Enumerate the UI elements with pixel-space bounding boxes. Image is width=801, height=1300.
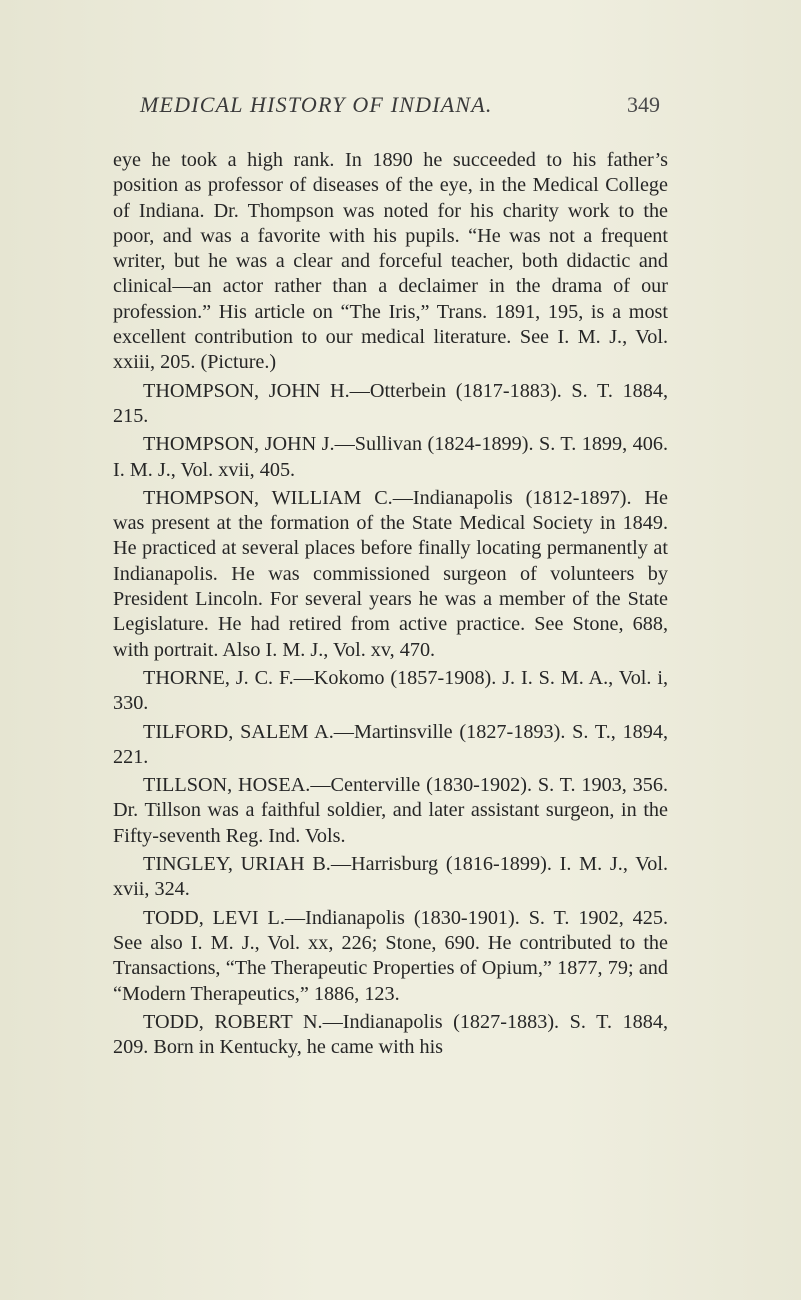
entry-todd-robert-n: TODD, ROBERT N.—Indianapolis (1827-1883). S. T. 1884, 209. Born in Kentucky, he came with his [113, 1010, 668, 1059]
entry-tilford-salem-a: TILFORD, SALEM A.—Martinsville (1827-1893). S. T., 1894, 221. [113, 720, 668, 768]
running-head [140, 92, 660, 122]
running-title: MEDICAL HISTORY OF INDIANA. [140, 92, 493, 117]
continued-paragraph: eye he took a high rank. In 1890 he succeeded to his father’s position as professor of diseases of the eye, in the Medical College of Indiana. Dr. Thompson was noted for his charity work to the poor, and was a favorite with his pupils. “He was not a frequent writer, but he was a clear and forceful teacher, both didactic and clinical—an actor rather than a declaimer in the drama of our profession.” His article on “The Iris,” Trans. 1891, 195, is a most excellent contribution to our medical literature. See I. M. J., Vol. xxiii, 205. (Picture.) [113, 149, 668, 374]
page-number: 349 [627, 92, 660, 117]
entry-tingley-uriah-b: TINGLEY, URIAH B.—Harrisburg (1816-1899). I. M. J., Vol. xvii, 324. [113, 853, 668, 901]
body-text [113, 148, 668, 1060]
entry-thompson-john-h: THOMPSON, JOHN H.—Otterbein (1817-1883). S. T. 1884, 215. [113, 379, 668, 427]
entry-thompson-william-c: THOMPSON, WILLIAM C.—Indianapolis (1812-1897). He was present at the formation of the State Medical Society in 1849. He practiced at several places before finally locating permanently at Indianapolis. He was commissioned surgeon of volunteers by President Lincoln. For several years he was a member of the State Legislature. He had retired from active practice. See Stone, 688, with portrait. Also I. M. J., Vol. xv, 470. [113, 486, 668, 661]
entry-thorne-j-c-f: THORNE, J. C. F.—Kokomo (1857-1908). J. I. S. M. A., Vol. i, 330. [113, 666, 668, 715]
entry-tillson-hosea: TILLSON, HOSEA.—Centerville (1830-1902). S. T. 1903, 356. Dr. Tillson was a faithful soldier, and later assistant surgeon, in the Fifty-seventh Reg. Ind. Vols. [113, 774, 668, 847]
entry-todd-levi-l: TODD, LEVI L.—Indianapolis (1830-1901). S. T. 1902, 425. See also I. M. J., Vol. xx, 226; Stone, 690. He contributed to the Transactions, “The Therapeutic Properties of Opium,” 1877, 79; and “Modern Therapeutics,” 1886, 123. [113, 906, 668, 1005]
entry-thompson-john-j: THOMPSON, JOHN J.—Sullivan (1824-1899). S. T. 1899, 406. I. M. J., Vol. xvii, 405. [113, 433, 668, 481]
